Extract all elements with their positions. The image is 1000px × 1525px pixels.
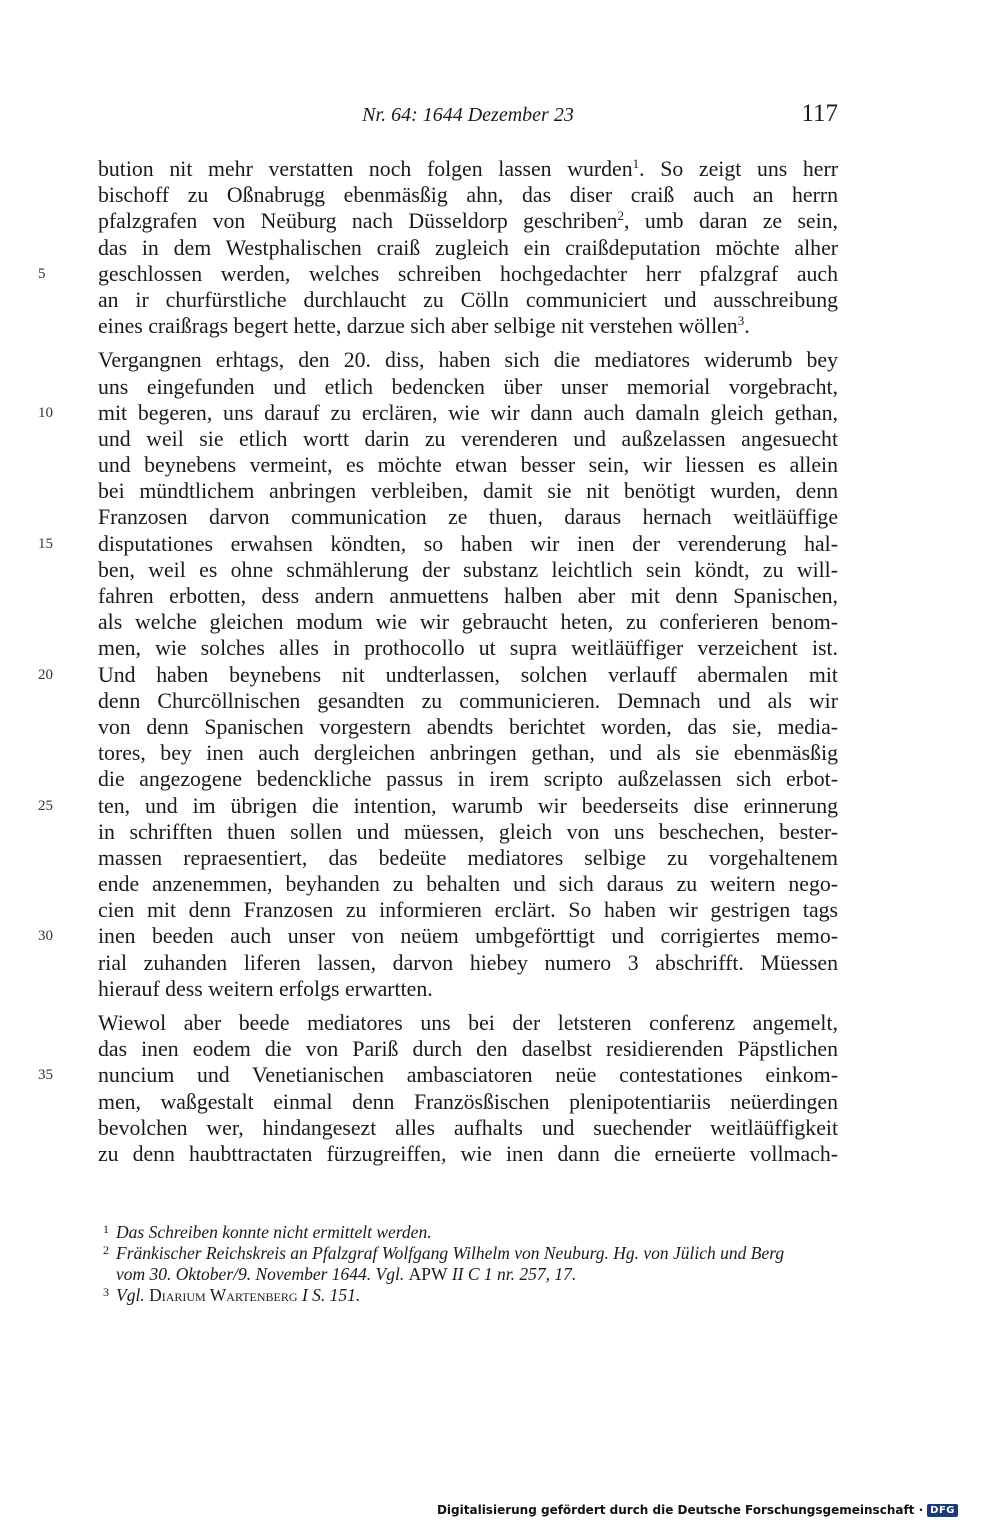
footnote-mark: 2 <box>103 1243 109 1257</box>
line-number: 35 <box>38 1067 53 1084</box>
line-number: 15 <box>38 535 53 552</box>
footnote-mark: 1 <box>103 1222 109 1236</box>
text-line <box>98 374 838 400</box>
text-line <box>98 1036 838 1062</box>
line-text: ende anzenemmen, beyhanden zu behalten und sich daraus zu weitern nego- <box>98 872 838 897</box>
footnote-line <box>116 1222 846 1243</box>
line-text: von denn Spanischen vorgestern abendts berichtet worden, das sie, media- <box>98 714 838 739</box>
text-line <box>38 662 838 688</box>
text-line <box>38 400 838 426</box>
line-text: als welche gleichen modum wie wir gebraucht heten, zu conferieren benom- <box>98 610 838 635</box>
line-text: eines craißrags begert hette, darzue sich aber selbige nit verstehen wöllen <box>98 314 738 339</box>
line-text: denn Churcöllnischen gesandten zu communicieren. Demnach und als wir <box>98 688 838 713</box>
line-text: cien mit denn Franzosen zu informieren erclärt. So haben wir gestrigen tags <box>98 898 838 923</box>
text-line <box>98 208 838 234</box>
footnote <box>103 1285 846 1306</box>
footnote-text: vom 30. Oktober/9. November 1644. Vgl. <box>116 1264 409 1284</box>
text-line <box>98 609 838 635</box>
line-text: das in dem Westphalischen craiß zugleich ein craißdeputation möchte alher <box>98 235 838 260</box>
line-text: fahren erbotten, dess andern anmuettens halben aber mit denn Spanischen, <box>98 584 838 608</box>
line-text: und weil sie etlich wortt darin zu verenderen und außzelassen angesuecht <box>98 426 838 451</box>
text-line <box>38 261 838 287</box>
text-line <box>98 635 838 661</box>
credit-text: Digitalisierung gefördert durch die Deutsche Forschungsgemeinschaft · <box>436 1503 924 1517</box>
line-text-tail: , umb daran ze sein, <box>624 209 838 234</box>
text-line <box>98 235 838 261</box>
text-line <box>98 287 838 313</box>
line-text: bution nit mehr verstatten noch folgen lassen wurden <box>98 157 633 181</box>
text-line <box>98 819 838 845</box>
footnote-reference[interactable]: 3 <box>737 313 745 329</box>
footnote-text: APW <box>408 1264 448 1284</box>
text-line <box>98 452 838 478</box>
footnote <box>103 1222 846 1243</box>
text-line <box>98 557 838 583</box>
line-text: tores, bey inen auch dergleichen anbringen gethan, und als sie ebenmäsßig <box>98 741 838 766</box>
line-text: rial zuhanden liferen lassen, darvon hiebey numero 3 abschrifft. Müessen <box>98 950 838 975</box>
running-title: Nr. 64: 1644 Dezember 23 <box>362 104 574 126</box>
line-text-tail: . So zeigt uns herr <box>639 157 838 181</box>
text-line <box>98 1089 838 1115</box>
text-line <box>38 1062 838 1088</box>
line-number: 5 <box>38 265 46 282</box>
footnote-line <box>116 1243 846 1264</box>
page-number: 117 <box>801 100 838 127</box>
line-text: nuncium und Venetianischen ambasciatoren neüe contestationes einkom- <box>98 1063 838 1088</box>
line-text: men, waßgestalt einmal denn Französßischen plenipotentiariis neüerdingen <box>98 1089 838 1114</box>
footnote-text: II C 1 nr. 257, 17. <box>447 1264 577 1284</box>
text-line <box>98 426 838 452</box>
digitization-credit <box>437 1503 958 1517</box>
line-text: men, wie solches alles in prothocollo ut supra weitläüffiger verzeichent ist. <box>98 636 838 661</box>
text-line <box>98 688 838 714</box>
footnote-reference[interactable]: 2 <box>617 208 624 224</box>
text-line <box>98 156 838 182</box>
text-line <box>98 714 838 740</box>
footnote-reference[interactable]: 1 <box>632 156 640 171</box>
line-text: inen beeden auch unser von neüem umbgeförttigt und corrigiertes memo- <box>98 924 838 949</box>
line-text: in schrifften thuen sollen und müessen, gleich von uns beschechen, bester- <box>98 819 838 844</box>
line-text: die angezogene bedenckliche passus in irem scripto außzelassen sich erbot- <box>98 767 838 792</box>
text-line <box>98 478 838 504</box>
running-header <box>98 100 838 132</box>
line-text: mit begeren, uns darauf zu erclären, wie wir dann auch damaln gleich gethan, <box>98 400 838 425</box>
paragraph <box>38 1010 838 1167</box>
line-number: 20 <box>38 666 53 683</box>
line-text-tail: . <box>744 314 750 339</box>
footnote-text: Fränkischer Reichskreis an Pfalzgraf Wolfgang Wilhelm von Neuburg. Hg. von Jülich und Berg <box>116 1243 785 1263</box>
line-text: massen repraesentiert, das bedeüte mediatores selbige zu vorgehaltenem <box>98 845 838 870</box>
paragraph <box>38 156 838 339</box>
text-line <box>98 1115 838 1141</box>
text-line <box>98 313 838 339</box>
line-text: disputationes erwahsen köndten, so haben wir inen der verenderung hal- <box>98 531 838 556</box>
line-text: an ir churfürstliche durchlaucht zu Cölln communiciert und ausschreibung <box>98 287 838 312</box>
line-number: 10 <box>38 404 53 421</box>
footnote <box>103 1243 846 1285</box>
paragraph <box>38 347 838 1002</box>
text-line <box>38 793 838 819</box>
text-line <box>98 897 838 923</box>
line-number: 30 <box>38 928 53 945</box>
footnote-text: I S. 151. <box>297 1285 361 1305</box>
line-text: bischoff zu Oßnabrugg ebenmäsßig ahn, das diser craiß auch an herrn <box>98 183 838 208</box>
text-line <box>98 950 838 976</box>
footnote-line <box>116 1264 846 1285</box>
line-text: pfalzgrafen von Neüburg nach Düsseldorp geschriben <box>98 209 618 234</box>
footnote-line <box>116 1285 846 1306</box>
line-text: geschlossen werden, welches schreiben hochgedachter herr pfalzgraf auch <box>98 261 838 286</box>
text-line <box>98 182 838 208</box>
line-text: Wiewol aber beede mediatores uns bei der letsteren conferenz angemelt, <box>98 1011 838 1035</box>
line-text: bevolchen wer, hindangesezt alles aufhalts und suechender weitläüffigkeit <box>98 1115 838 1140</box>
line-text: Vergangnen erhtags, den 20. diss, haben sich die mediatores widerumb bey <box>98 348 838 373</box>
text-line <box>98 504 838 530</box>
text-line <box>98 740 838 766</box>
text-line <box>38 923 838 949</box>
line-text: und beynebens vermeint, es möchte etwan besser sein, wir liessen es allein <box>98 453 838 478</box>
text-line <box>98 845 838 871</box>
text-line <box>98 871 838 897</box>
line-text: Franzosen darvon communication ze thuen, daraus hernach weitläüffige <box>98 505 838 530</box>
line-text: hierauf dess weitern erfolgs erwartten. <box>98 976 433 1001</box>
line-text: bei mündtlichem anbringen verbleiben, damit sie nit benötigt wurden, denn <box>98 479 838 504</box>
text-line <box>98 583 838 609</box>
line-text: zu denn haubttractaten fürzugreiffen, wie inen dann die erneüerte vollmach- <box>98 1141 838 1166</box>
text-line <box>98 1141 838 1167</box>
line-text: uns eingefunden und etlich bedencken über unser memorial vorgebracht, <box>98 374 838 399</box>
line-text: ten, und im übrigen die intention, warumb wir beederseits dise erinnerung <box>98 793 838 818</box>
footnote-mark: 3 <box>103 1285 109 1299</box>
footnote-text: Diarium Wartenberg <box>149 1285 298 1305</box>
text-line <box>98 766 838 792</box>
footnotes <box>103 1222 846 1306</box>
footnote-text: Das Schreiben konnte nicht ermittelt werden. <box>116 1222 432 1242</box>
text-line <box>98 347 838 373</box>
footnote-text: Vgl. <box>116 1285 150 1305</box>
line-text: ben, weil es ohne schmählerung der substanz leichtlich sein köndt, zu will- <box>98 557 838 582</box>
main-text <box>38 156 838 1167</box>
line-text: das inen eodem die von Pariß durch den daselbst residierenden Päpstlichen <box>98 1037 838 1062</box>
dfg-logo-icon: DFG <box>927 1504 958 1517</box>
text-line <box>98 1010 838 1036</box>
line-text: Und haben beynebens nit undterlassen, solchen verlauff abermalen mit <box>98 662 838 687</box>
text-line <box>38 531 838 557</box>
line-number: 25 <box>38 797 53 814</box>
text-line <box>98 976 838 1002</box>
